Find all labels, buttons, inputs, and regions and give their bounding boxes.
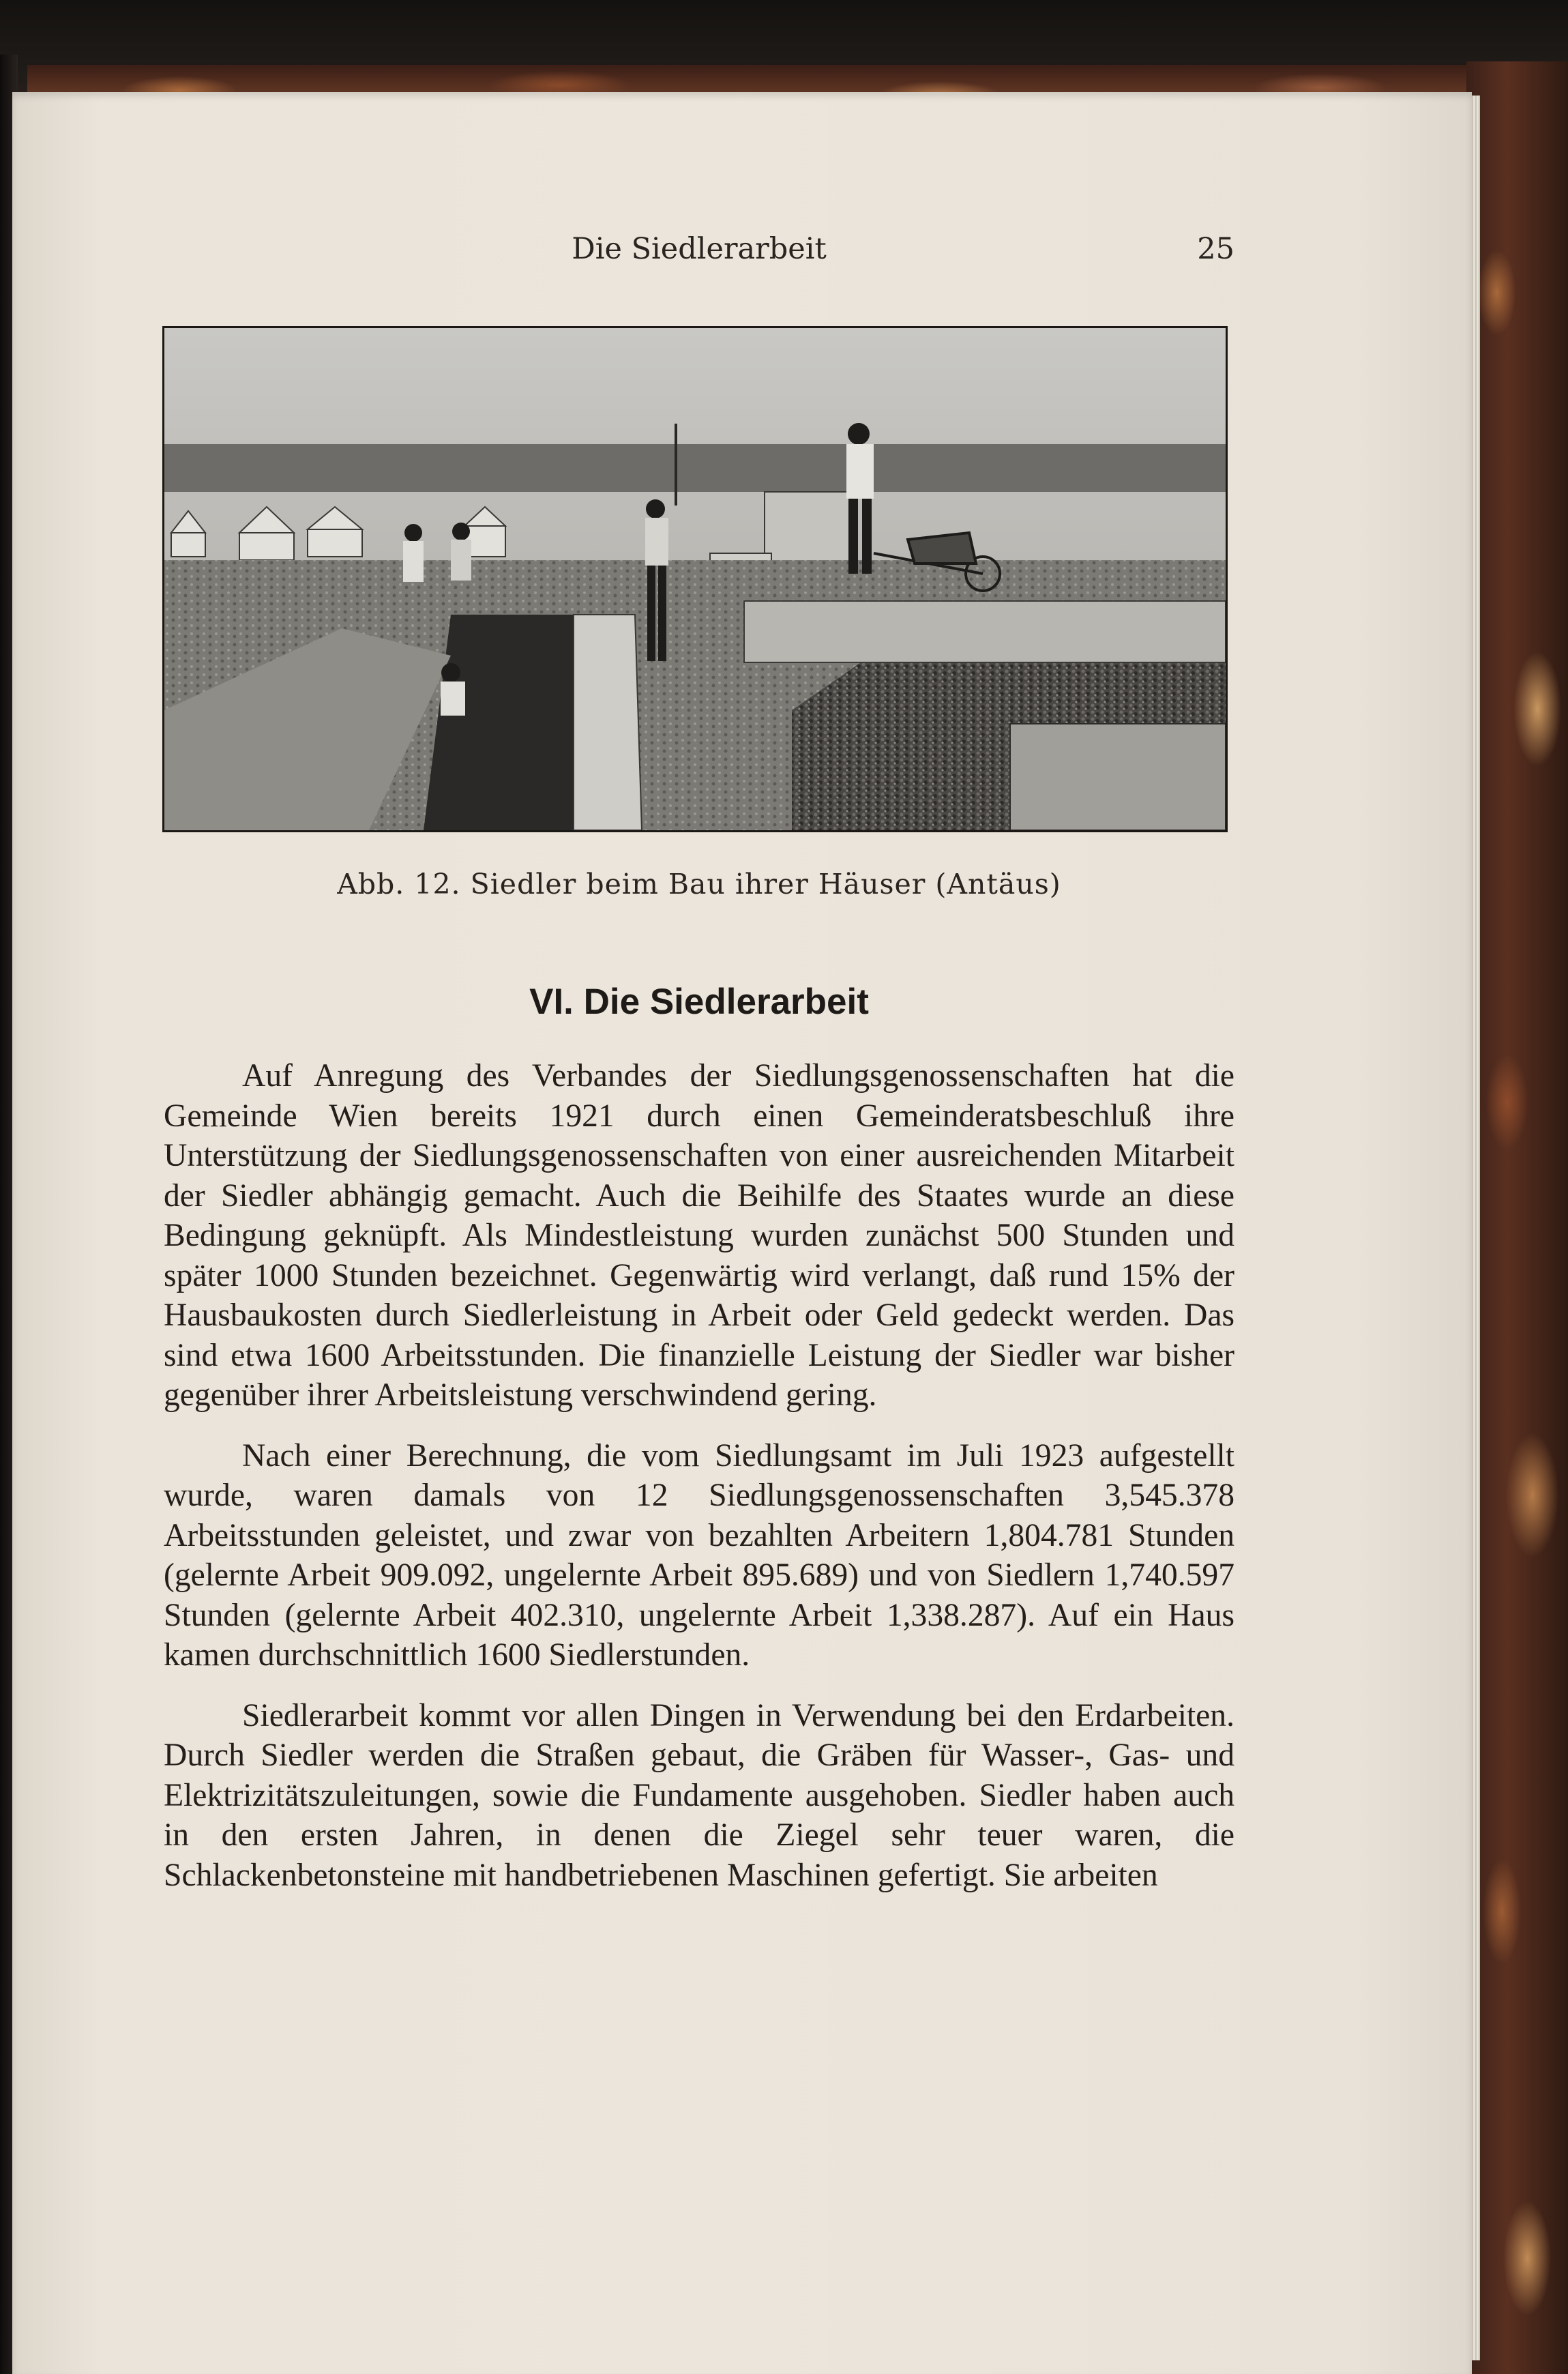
- figure-caption: Abb. 12. Siedler beim Bau ihrer Häuser (Antäus): [337, 868, 1061, 900]
- page-number: 25: [1197, 232, 1234, 266]
- photo-foundation-wall: [744, 601, 1226, 662]
- photo-distant-town: [164, 444, 1226, 492]
- running-head: [164, 232, 1234, 273]
- body-text: [164, 1056, 1234, 1916]
- marbled-board-right: [1466, 61, 1568, 2374]
- paragraph: Nach einer Berechnung, die vom Siedlungsamt im Juli 1923 aufgestellt wurde, waren damals von 12 Siedlungsgenossenschaften 3,545.378 Arbeitsstunden geleistet, und zwar von bezahlten Arbeitern 1,804.781 Stunden (gelernte Arbeit 909.092, ungelernte Arbeit 895.689) und von Siedlern 1,740.597 Stunden (gelernte Arbeit 402.310, ungelernte Arbeit 1,338.287). Auf ein Haus kamen durchschnittlich 1600 Siedlerstunden.: [164, 1437, 1234, 1673]
- paragraph: Auf Anregung des Verbandes der Siedlungsgenossenschaften hat die Gemeinde Wien bereits 1921 durch einen Gemeinderatsbeschluß ihre Unterstützung der Siedlungsgenossenschaften von einer ausreichenden Mitarbeit der Siedler abhängig gemacht. Auch die Beihilfe des Staates wurde an diese Bedingung geknüpft. Als Mindestleistung wurden zunächst 500 Stunden und später 1000 Stunden bezeichnet. Gegenwärtig wird verlangt, daß rund 15% der Hausbaukosten durch Siedlerleistung in Arbeit oder Geld gedeckt werden. Das sind etwa 1600 Arbeitsstunden. Die finanzielle Leistung der Siedler war bisher gegenüber ihrer Arbeitsleistung verschwindend gering.: [164, 1058, 1234, 1413]
- section-heading: VI. Die Siedlerarbeit: [529, 982, 869, 1022]
- photo-stone-block: [1010, 724, 1226, 830]
- photo-concrete-wall: [574, 615, 642, 830]
- paragraph: Siedlerarbeit kommt vor allen Dingen in Verwendung bei den Erdarbeiten. Durch Siedler werden die Straßen gebaut, die Gräben für Wasser-, Gas- und Elektrizitätszuleitungen, sowie die Fundamente ausgehoben. Siedler haben auch in den ersten Jahren, in denen die Ziegel sehr teuer waren, die Schlackenbetonsteine mit handbetriebenen Maschinen gefertigt. Sie arbeiten: [164, 1697, 1234, 1893]
- figure-photo: [162, 326, 1228, 832]
- running-title: Die Siedlerarbeit: [572, 232, 827, 266]
- construction-photo: [164, 328, 1226, 830]
